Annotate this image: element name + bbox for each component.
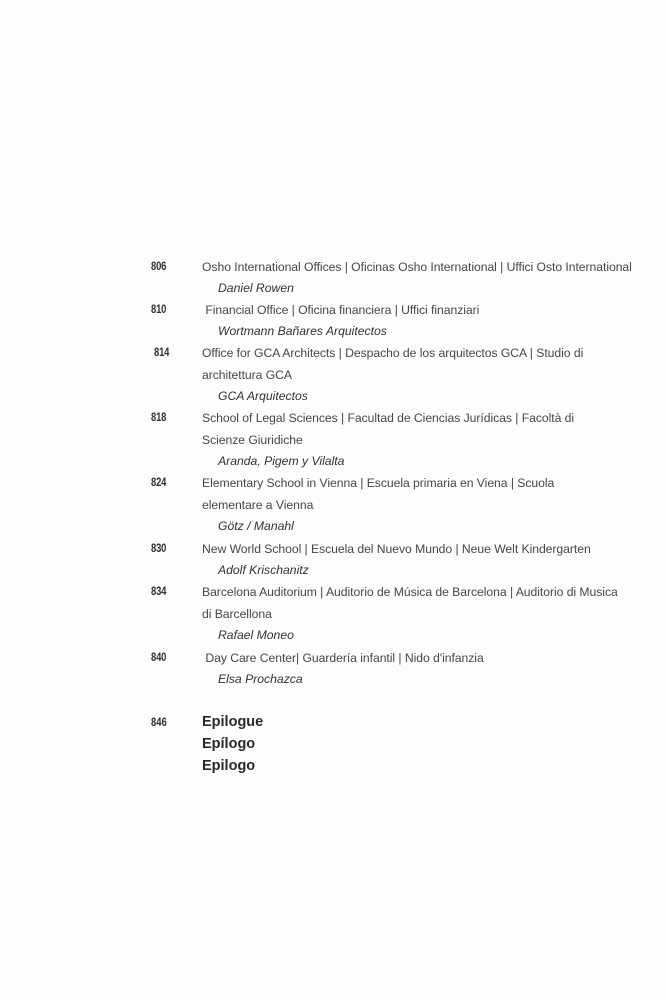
entry-title: New World School | Escuela del Nuevo Mundo | Neue Welt Kindergarten: [202, 542, 591, 556]
epilogue-title-es: Epílogo: [202, 736, 256, 752]
entry-author: Götz / Manahl: [218, 519, 294, 533]
entry-title: Barcelona Auditorium | Auditorio de Música de Barcelona | Auditorio di Musica di Barcellona: [202, 585, 618, 621]
entry-title: Day Care Center| Guardería infantil | Nido d'infanzia: [202, 651, 484, 665]
entry-title: Office for GCA Architects | Despacho de los arquitectos GCA | Studio di architettura GCA: [202, 346, 584, 382]
entry-author: GCA Arquitectos: [218, 389, 308, 403]
page-number: 824: [151, 477, 167, 489]
page-number: 806: [151, 261, 167, 273]
page-number: 814: [154, 347, 170, 359]
entry-title: School of Legal Sciences | Facultad de Ciencias Jurídicas | Facoltà di Scienze Giuridiche: [202, 411, 575, 447]
entry-title: Elementary School in Vienna | Escuela primaria en Viena | Scuola elementare a Vienna: [202, 476, 555, 512]
entry-author: Aranda, Pigem y Vilalta: [218, 454, 345, 468]
page-number: 840: [151, 652, 167, 664]
epilogue-title-en: Epilogue: [202, 714, 264, 730]
page-number: 818: [151, 412, 167, 424]
entry-title: Financial Office | Oficina financiera | Uffici finanziari: [202, 303, 480, 317]
page-number: 834: [151, 586, 167, 598]
entry-author: Adolf Krischanitz: [218, 563, 309, 577]
page-number: 830: [151, 543, 167, 555]
entry-author: Daniel Rowen: [218, 281, 294, 295]
entry-author: Rafael Moneo: [218, 628, 294, 642]
entry-author: Elsa Prochazca: [218, 672, 303, 686]
entry-title: Osho International Offices | Oficinas Osho International | Uffici Osto International: [202, 260, 632, 274]
page-number: 810: [151, 304, 167, 316]
entry-author: Wortmann Bañares Arquitectos: [218, 324, 387, 338]
epilogue-title-it: Epilogo: [202, 758, 256, 774]
epilogue-page-number: 846: [151, 717, 167, 729]
